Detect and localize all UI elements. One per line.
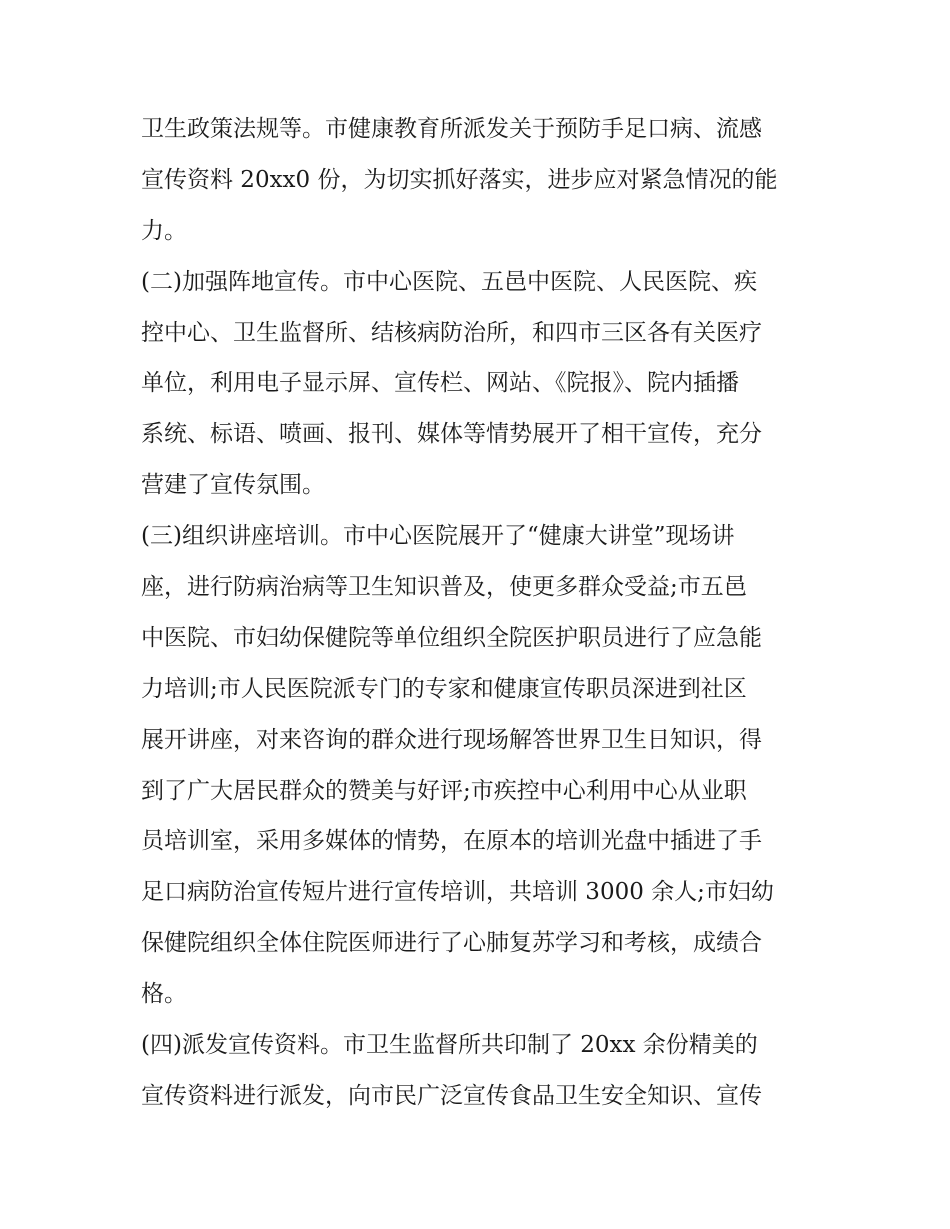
text-line: 中医院、市妇幼保健院等单位组织全院医护职员进行了应急能 <box>141 624 762 651</box>
text-line: 力培训;市人民医院派专门的专家和健康宣传职员深进到社区 <box>141 675 747 702</box>
text-line: (二)加强阵地宣传。市中心医院、五邑中医院、人民医院、疾 <box>141 268 757 295</box>
text-line: 足口病防治宣传短片进行宣传培训，共培训 3000 余人;市妇幼 <box>141 879 774 906</box>
text-line: 座，进行防病治病等卫生知识普及，使更多群众受益;市五邑 <box>141 574 747 601</box>
text-line: 格。 <box>141 981 187 1008</box>
body-text <box>141 104 821 1122</box>
text-line: 员培训室，采用多媒体的情势，在原本的培训光盘中插进了手 <box>141 828 762 855</box>
text-line: 宣传资料 20xx0 份，为切实抓好落实，进步应对紧急情况的能 <box>141 166 778 193</box>
text-line: 营建了宣传氛围。 <box>141 472 325 499</box>
text-line: 到了广大居民群众的赞美与好评;市疾控中心利用中心从业职 <box>141 777 747 804</box>
text-line: 保健院组织全体住院医师进行了心肺复苏学习和考核，成绩合 <box>141 930 762 957</box>
text-line: (三)组织讲座培训。市中心医院展开了“健康大讲堂”现场讲 <box>141 523 735 550</box>
text-line: 宣传资料进行派发，向市民广泛宣传食品卫生安全知识、宣传 <box>141 1082 762 1109</box>
text-line: (四)派发宣传资料。市卫生监督所共印制了 20xx 余份精美的 <box>141 1032 758 1059</box>
text-line: 单位，利用电子显示屏、宣传栏、网站、《院报》、院内插播 <box>141 370 739 397</box>
text-line: 展开讲座，对来咨询的群众进行现场解答世界卫生日知识，得 <box>141 726 762 753</box>
text-line: 卫生政策法规等。市健康教育所派发关于预防手足口病、流感 <box>141 116 762 142</box>
text-line: 系统、标语、喷画、报刊、媒体等情势展开了相干宣传，充分 <box>141 421 762 448</box>
text-line: 控中心、卫生监督所、结核病防治所，和四市三区各有关医疗 <box>141 319 762 346</box>
text-line: 力。 <box>141 217 187 244</box>
